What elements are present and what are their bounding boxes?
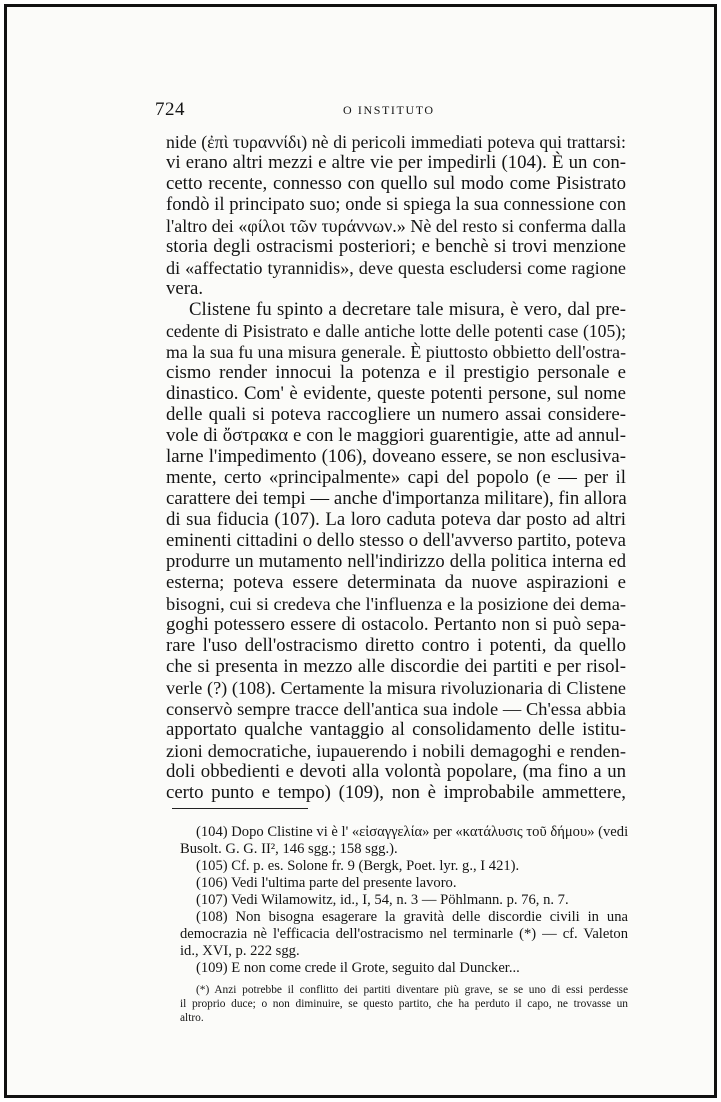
footnote-line: (108) Non bisogna esagerare la gravità delle discordie civili in una — [196, 909, 628, 925]
text-line: larne l'impedimento (106), doveano essere, se non esclusiva- — [166, 446, 626, 467]
text-line: fondò il principato suo; onde si spiega la sua connessione con — [166, 194, 626, 215]
text-line: zioni democratiche, iupauerendo i nobili demagoghi e renden- — [166, 741, 626, 761]
footnote-line: (106) Vedi l'ultima parte del presente lavoro. — [196, 875, 457, 891]
text-line: verle (?) (108). Certamente la misura rivoluzionaria di Clistene — [166, 678, 626, 698]
footnote-line: id., XVI, p. 222 sgg. — [180, 943, 300, 959]
subnote-line: il proprio duce; o non diminuire, se questo partito, che ha perduto il capo, ne trovasse un — [180, 998, 628, 1010]
footnote-separator — [172, 808, 308, 809]
text-line: di «affectatio tyrannidis», deve questa escludersi come ragione — [166, 258, 626, 278]
subnote-line: (*) Anzi potrebbe il conflitto dei partiti diventare più grave, se se uno di essi perdesse — [196, 984, 628, 996]
text-line: delle quali si poteva raccogliere un numero assai considere- — [166, 404, 626, 425]
text-line: certo punto e tempo) (109), non è improbabile ammettere, — [166, 782, 626, 803]
text-line: conservò sempre tracce dell'antica sua indole — Ch'essa abbia — [166, 699, 626, 719]
text-line: vera. — [166, 278, 204, 299]
subnote-line: altro. — [180, 1012, 204, 1024]
text-line: cismo render innocui la potenza e il prestigio personale e — [166, 362, 626, 383]
text-line: che si presenta in mezzo alle discordie dei partiti e per risol- — [166, 656, 626, 677]
text-line: eminenti cittadini o dello stesso o dell'avverso partito, poteva — [166, 530, 626, 551]
text-line: carattere dei tempi — anche d'importanza militare), fin allora — [166, 488, 627, 509]
running-title: O INSTITUTO — [343, 103, 435, 117]
text-line: goghi potessero essere di ostacolo. Pertanto non si può sepa- — [166, 614, 626, 635]
text-line: esterna; poteva essere determinata da nuove aspirazioni e — [166, 572, 626, 593]
text-line: l'altro dei «φίλοι τῶν τυράννων.» Nè del resto si conferma dalla — [166, 216, 626, 236]
footnote-line: (107) Vedi Wilamowitz, id., I, 54, n. 3 — Pöhlmann. p. 76, n. 7. — [196, 892, 569, 908]
text-line: nide (ἐπὶ τυραννίδι) nè di pericoli immediati poteva qui trattarsi: — [166, 132, 626, 152]
text-line: ma la sua fu una misura generale. È piuttosto obbietto dell'ostra- — [166, 342, 626, 362]
page-header — [155, 99, 585, 123]
text-line: vole di ὄστρακα e con le maggiori guarentigie, atte ad annul- — [166, 425, 626, 446]
text-line: rare l'uso dell'ostracismo diretto contro i potenti, da quello — [166, 635, 626, 656]
text-line: cedente di Pisistrato e dalle antiche lotte delle potenti case (105); — [166, 321, 626, 341]
text-line: cetto recente, connesso con quello sul modo come Pisistrato — [166, 173, 626, 194]
text-line: bisogni, cui si credeva che l'influenza e la posizione dei dema- — [166, 594, 626, 614]
text-line: dinastico. Com' è evidente, queste potenti persone, sul nome — [166, 383, 626, 404]
text-line: storia degli ostracismi posteriori; e benchè si trovi menzione — [166, 236, 626, 257]
text-line: mente, certo «principalmente» capi del popolo (e — per il — [166, 467, 626, 488]
page-number: 724 — [155, 99, 185, 120]
footnote-line: (109) E non come crede il Grote, seguito dal Duncker... — [196, 960, 520, 976]
paragraph-first-line: Clistene fu spinto a decretare tale misura, è vero, dal pre- — [189, 299, 626, 320]
footnote-line: democrazia nè l'efficacia dell'ostracismo nel terminarle (*) — cf. Valeton — [180, 926, 628, 942]
text-line: di sua fiducia (107). La loro caduta poteva dar posto ad altri — [166, 509, 626, 530]
text-line: vi erano altri mezzi e altre vie per impedirli (104). È un con- — [166, 152, 626, 173]
text-line: doli obbedienti e devoti alla volontà popolare, (ma fino a un — [166, 761, 626, 782]
text-line: apportato qualche vantaggio al consolidamento delle istitu- — [166, 719, 626, 740]
text-line: produrre un mutamento nell'indirizzo della politica interna ed — [166, 551, 626, 572]
footnote-line: (104) Dopo Clistine vi è l' «εἰσαγγελία» per «κατάλυσις τοῦ δήμου» (vedi — [196, 824, 629, 840]
footnote-line: (105) Cf. p. es. Solone fr. 9 (Bergk, Poet. lyr. g., I 421). — [196, 858, 520, 874]
footnote-line: Busolt. G. G. II², 146 sgg.; 158 sgg.). — [180, 841, 398, 857]
